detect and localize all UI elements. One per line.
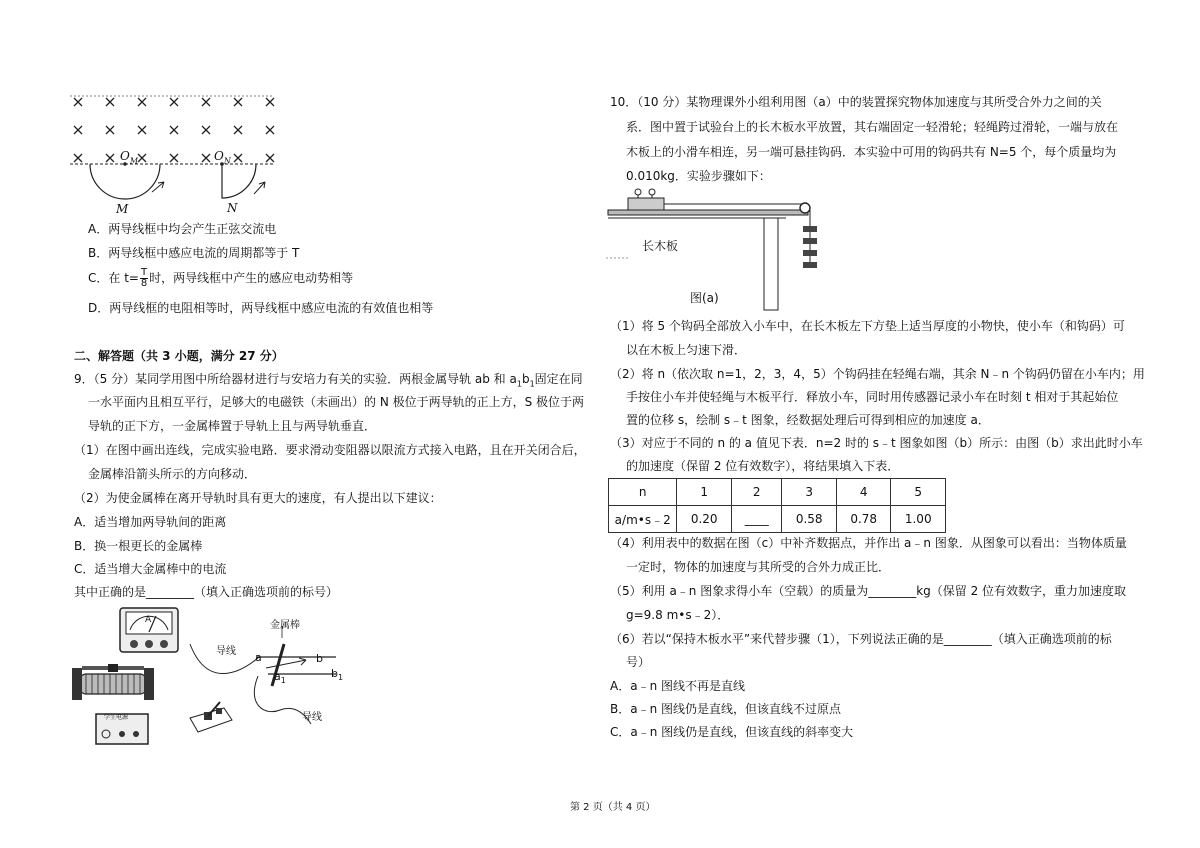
cross-mark	[74, 98, 82, 106]
q10-option-a: A．a﹣n 图线不再是直线	[610, 679, 745, 693]
q9-sub1-line2: 金属棒沿箭头所示的方向移动．	[88, 467, 257, 481]
q10-step2-line2: 手按住小车并使轻绳与木板平行．释放小车，同时用传感器记录小车在时刻 t 相对于其起始位	[626, 390, 1119, 404]
table-cell: 0.78	[836, 506, 891, 533]
cross-mark	[138, 98, 146, 106]
cross-mark	[234, 126, 242, 134]
cross-mark	[138, 154, 146, 162]
q10-option-c: C．a﹣n 图线仍是直线，但该直线的斜率变大	[610, 725, 854, 739]
label-n: N	[227, 201, 238, 215]
cross-mark	[202, 126, 210, 134]
q9-option-b: B．换一根更长的金属棒	[74, 539, 203, 553]
table-cell-blank[interactable]: ____	[731, 506, 782, 533]
q10-step2-line3: 置的位移 s，绘制 s﹣t 图象，经数据处理后可得到相应的加速度 a．	[626, 413, 990, 427]
q10-step6-line2: 号）	[626, 655, 651, 669]
q9-option-c: C．适当增大金属棒中的电流	[74, 562, 227, 576]
page-footer: 第 2 页（共 4 页）	[570, 802, 656, 813]
cross-mark	[202, 154, 210, 162]
label-wire2: 导线	[302, 712, 322, 723]
table-cell: 2	[731, 479, 782, 506]
table-cell: 1	[677, 479, 732, 506]
cross-mark	[234, 154, 242, 162]
q10-step2-line1: （2）将 n（依次取 n=1，2，3，4，5）个钩码挂在轻绳右端，其余 N﹣n 个钩码仍留在小车内；用	[610, 367, 1145, 381]
cross-mark	[138, 126, 146, 134]
q8-option-d: D．两导线框的电阻相等时，两导线框中感应电流的有效值也相等	[88, 301, 434, 315]
q8-option-c: C．在 t= $\frac{T}{8}$ 时，两导线框中产生的感应电动势相等	[88, 267, 354, 289]
q8-option-b: B．两导线框中感应电流的周期都等于 T	[88, 246, 300, 260]
table-row	[609, 479, 946, 506]
cross-mark	[106, 126, 114, 134]
label-wire1: 导线	[216, 646, 236, 657]
q10-line4: 0.010kg．实验步骤如下：	[626, 169, 771, 183]
label-om: $O_M$	[120, 149, 139, 166]
table-cell: 0.58	[782, 506, 837, 533]
figure-a-caption: 图(a)	[690, 291, 719, 305]
q10-step3-line2: 的加速度（保留 2 位有效数字），将结果填入下表．	[626, 459, 900, 473]
q10-step1-line1: （1）将 5 个钩码全部放入小车中，在长木板左下方垫上适当厚度的小物快，使小车（和钩码）可	[610, 319, 1125, 333]
q10-step5-line2: g=9.8 m•s﹣2）．	[626, 608, 730, 622]
q9-line3: 导轨的正下方，一金属棒置于导轨上且与两导轨垂直．	[88, 419, 377, 433]
cross-mark	[234, 98, 242, 106]
apparatus-figure-a	[606, 182, 836, 312]
q10-option-b: B．a﹣n 图线仍是直线，但该直线不过原点	[610, 702, 842, 716]
table-cell: a/m•s﹣2	[609, 506, 677, 533]
cross-mark	[266, 154, 274, 162]
table-cell: 0.20	[677, 506, 732, 533]
ammeter-label: A	[145, 615, 152, 625]
table-cell: 3	[782, 479, 837, 506]
q9-line2: 一水平面内且相互平行，足够大的电磁铁（未画出）的 N 极位于两导轨的正上方，S 极位于两	[88, 395, 585, 409]
cross-mark	[266, 126, 274, 134]
q9-line1: 9．（5 分）某同学用图中所给器材进行与安培力有关的实验．两根金属导轨 ab 和 $a_1b_1$固定在同	[74, 372, 583, 389]
table-cell: 5	[891, 479, 946, 506]
q9-answer-prompt: 其中正确的是________（填入正确选项前的标号）	[74, 585, 339, 599]
field-crosses	[74, 98, 274, 162]
q10-step6-line1: （6）若以“保持木板水平”来代替步骤（1），下列说法正确的是________（填入正确选项前的标	[610, 632, 1112, 646]
q10-step1-line2: 以在木板上匀速下滑．	[626, 343, 747, 357]
cross-mark	[202, 98, 210, 106]
cross-mark	[170, 154, 178, 162]
q10-step4-line2: 一定时，物体的加速度与其所受的合外力成正比．	[626, 560, 891, 574]
section-title: 二、解答题（共 3 小题，满分 27 分）	[74, 349, 284, 363]
label-b1: $b_1$	[331, 667, 344, 683]
label-b: b	[316, 652, 323, 665]
cross-mark	[74, 154, 82, 162]
label-a1: $a_1$	[274, 670, 286, 686]
fraction-t-over-8: $\frac{T}{8}$	[140, 267, 148, 289]
cross-mark	[266, 98, 274, 106]
cross-mark	[106, 98, 114, 106]
q10-line3: 木板上的小滑车相连，另一端可悬挂钩码．本实验中可用的钩码共有 N=5 个，每个质量均为	[626, 145, 1117, 159]
table-cell: n	[609, 479, 677, 506]
q8-option-a: A．两导线框中均会产生正弦交流电	[88, 222, 277, 236]
label-rod: 金属棒	[270, 620, 300, 631]
rheostat-icon	[72, 664, 156, 704]
q9-sub2: （2）为使金属棒在离开导轨时具有更大的速度，有人提出以下建议：	[74, 491, 442, 505]
q10-step3-line1: （3）对应于不同的 n 的 a 值见下表．n=2 时的 s﹣t 图象如图（b）所示：由图（b）求出此时小车	[610, 436, 1143, 450]
cross-mark	[106, 154, 114, 162]
cross-mark	[74, 126, 82, 134]
q9-option-a: A．适当增加两导轨间的距离	[74, 515, 227, 529]
power-supply-label: 学生电源	[104, 714, 129, 721]
q10-line2: 系．图中置于试验台上的长木板水平放置，其右端固定一轻滑轮；轻绳跨过滑轮，一端与放在	[626, 120, 1119, 134]
table-row	[609, 506, 946, 533]
table-cell: 4	[836, 479, 891, 506]
label-m: M	[116, 202, 129, 216]
switch-icon	[190, 702, 232, 732]
q10-step5-line1: （5）利用 a﹣n 图象求得小车（空载）的质量为________kg（保留 2 位有效数字，重力加速度取	[610, 584, 1127, 598]
label-on: $O_N$	[214, 149, 231, 166]
label-a: a	[255, 651, 262, 664]
table-cell: 1.00	[891, 506, 946, 533]
q10-line1: 10．（10 分）某物理课外小组利用图（a）中的装置探究物体加速度与其所受合外力之间的关	[610, 95, 1102, 109]
cross-mark	[170, 126, 178, 134]
q9-sub1-line1: （1）在图中画出连线，完成实验电路．要求滑动变阻器以限流方式接入电路，且在开关闭合后，	[74, 443, 586, 457]
magnetic-field-figure	[68, 92, 288, 212]
label-long-board: 长木板	[642, 239, 679, 253]
acceleration-table	[608, 478, 946, 533]
q10-step4-line1: （4）利用表中的数据在图（c）中补齐数据点，并作出 a﹣n 图象．从图象可以看出：当物体质量	[610, 536, 1127, 550]
cross-mark	[170, 98, 178, 106]
